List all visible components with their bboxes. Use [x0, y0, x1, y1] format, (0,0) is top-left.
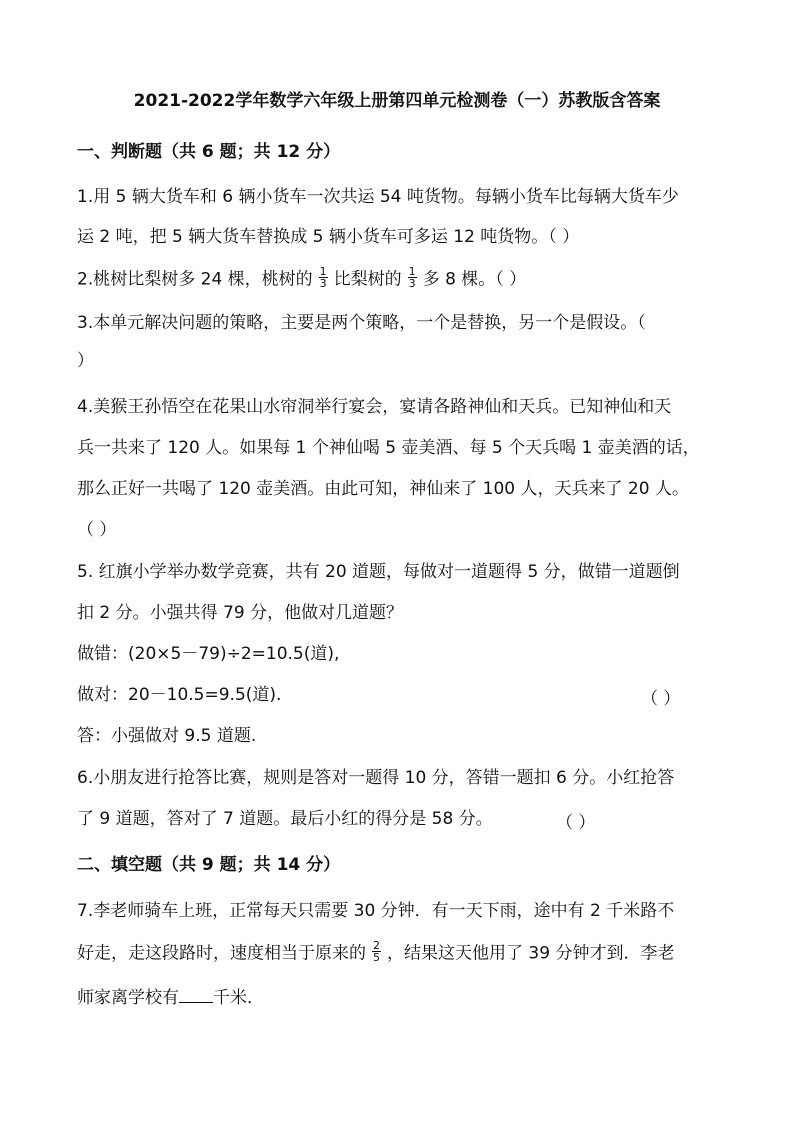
q6-line-2: 了 9 道题，答对了 7 道题。最后小红的得分是 58 分。	[77, 809, 493, 829]
q7-fraction	[372, 940, 381, 963]
q7-text-b: ，结果这天他用了 39 分钟才到．李老	[387, 943, 675, 964]
q1-line-1: 1.用 5 辆大货车和 6 辆小货车一次共运 54 吨货物。每辆小货车比每辆大货车少	[77, 187, 679, 207]
q2-text-c: 多 8 棵。（ ）	[422, 269, 527, 290]
q3-line-2: ）	[77, 351, 94, 371]
q2-fraction-2-denominator: 3	[408, 277, 416, 290]
q5-line-1: 5. 红旗小学举办数学竞赛，共有 20 道题，每做对一道题得 5 分，做错一道题倒	[77, 562, 680, 582]
q7-fraction-denominator: 5	[373, 951, 380, 964]
q5-line-5: 答：小强做对 9.5 道题.	[77, 726, 257, 746]
q5-answer-parentheses: （ ）	[641, 689, 681, 709]
q2-text-a: 2.桃树比梨树多 24 棵，桃树的	[77, 269, 313, 290]
q4-line-2: 兵一共来了 120 人。如果每 1 个神仙喝 5 壶美酒、每 5 个天兵喝 1 壶美酒的话，	[77, 438, 700, 458]
q2-fraction-2-numerator: 1	[408, 265, 416, 278]
q2-fraction-1-denominator: 3	[319, 277, 327, 290]
section-heading-fill-in: 二、填空题（共 9 题；共 14 分）	[77, 855, 341, 875]
q6-answer-parentheses: （ ）	[556, 813, 596, 833]
q5-line-4: 做对：20－10.5=9.5(道).	[77, 685, 282, 705]
q2-line	[77, 265, 527, 291]
q7-line-1: 7.李老师骑车上班，正常每天只需要 30 分钟．有一天下雨，途中有 2 千米路不	[77, 901, 675, 921]
q4-line-1: 4.美猴王孙悟空在花果山水帘洞举行宴会，宴请各路神仙和天兵。已知神仙和天	[77, 397, 672, 417]
q5-line-2: 扣 2 分。小强共得 79 分，他做对几道题？	[77, 603, 404, 623]
q2-text-b: 比梨树的	[333, 269, 402, 290]
q7-text-c: 师家离学校有	[77, 988, 179, 1008]
q7-text-d: 千米．	[213, 988, 264, 1008]
q7-text-a: 好走，走这段路时，速度相当于原来的	[77, 943, 366, 964]
q2-fraction-1-numerator: 1	[319, 265, 327, 278]
q2-fraction-2	[408, 266, 417, 289]
q7-answer-blank[interactable]	[179, 986, 213, 1003]
q7-line-2	[77, 939, 675, 965]
q4-line-4: （ ）	[77, 520, 117, 540]
q1-line-2: 运 2 吨，把 5 辆大货车替换成 5 辆小货车可多运 12 吨货物。（ ）	[77, 227, 580, 247]
q3-line-1: 3.本单元解决问题的策略，主要是两个策略，一个是替换，另一个是假设。（	[77, 313, 646, 333]
section-heading-judgement: 一、判断题（共 6 题；共 12 分）	[77, 142, 341, 162]
q5-line-3: 做错：(20×5－79)÷2=10.5(道),	[77, 644, 340, 664]
q2-fraction-1	[319, 266, 328, 289]
q6-line-1: 6.小朋友进行抢答比赛，规则是答对一题得 10 分，答错一题扣 6 分。小红抢答	[77, 768, 675, 788]
q7-line-3	[77, 986, 264, 1009]
page-title: 2021-2022学年数学六年级上册第四单元检测卷（一）苏教版含答案	[133, 91, 661, 111]
q4-line-3: 那么正好一共喝了 120 壶美酒。由此可知，神仙来了 100 人，天兵来了 20 人。	[77, 479, 689, 499]
q7-fraction-numerator: 2	[373, 939, 380, 952]
